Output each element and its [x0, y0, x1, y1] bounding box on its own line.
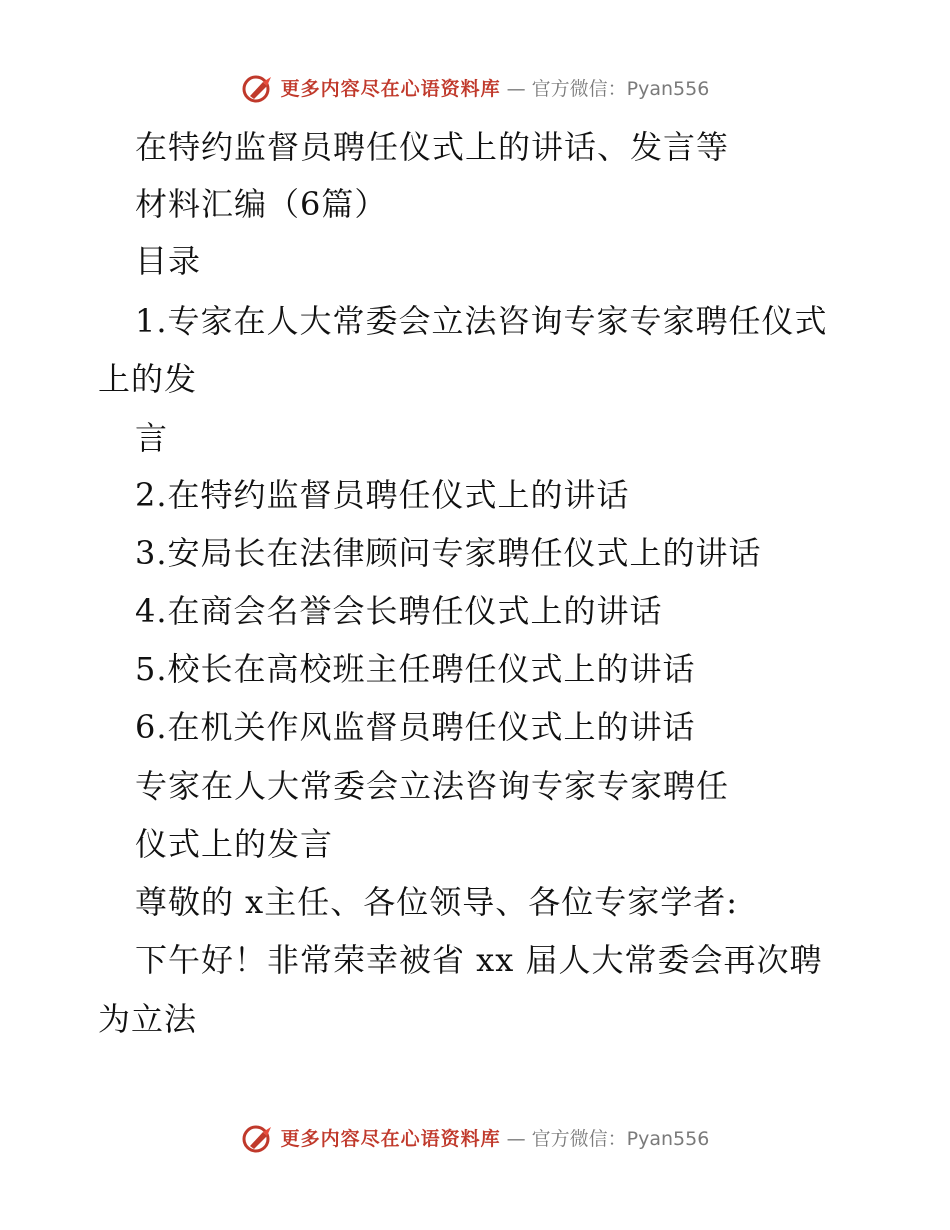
- toc-item-1-line-1: 1.专家在人大常委会立法咨询专家专家聘任仪式: [135, 302, 828, 340]
- toc-item-6: 6.在机关作风监督员聘任仪式上的讲话: [135, 708, 696, 746]
- toc-heading: 目录: [135, 242, 202, 280]
- watermark-brand: 更多内容尽在心语资料库: [280, 78, 501, 100]
- pen-nib-logo-icon: [241, 1124, 275, 1154]
- body-paragraph-line-2: 为立法: [98, 1000, 198, 1038]
- header-watermark: [0, 74, 950, 104]
- toc-item-2: 2.在特约监督员聘任仪式上的讲话: [135, 476, 630, 514]
- watermark-separator: —: [506, 78, 526, 100]
- body-paragraph-line-1: 下午好！非常荣幸被省 xx 届人大常委会再次聘: [135, 941, 823, 979]
- section-title-line-2: 仪式上的发言: [135, 825, 334, 863]
- document-title-line-1: 在特约监督员聘任仪式上的讲话、发言等: [135, 128, 730, 166]
- toc-item-1-line-2: 上的发: [98, 360, 198, 398]
- footer-watermark: [0, 1124, 950, 1154]
- watermark-contact: 官方微信：Pyan556: [531, 78, 710, 100]
- toc-item-5: 5.校长在高校班主任聘任仪式上的讲话: [135, 650, 696, 688]
- section-title-line-1: 专家在人大常委会立法咨询专家专家聘任: [135, 767, 730, 805]
- toc-item-1-line-3: 言: [135, 419, 169, 457]
- toc-item-4: 4.在商会名誉会长聘任仪式上的讲话: [135, 592, 663, 630]
- watermark-contact: 官方微信：Pyan556: [531, 1128, 710, 1150]
- document-title-line-2: 材料汇编（6篇）: [135, 185, 388, 223]
- toc-item-3: 3.安局长在法律顾问专家聘任仪式上的讲话: [135, 534, 762, 572]
- salutation: 尊敬的 x主任、各位领导、各位专家学者:: [135, 883, 739, 921]
- watermark-brand: 更多内容尽在心语资料库: [280, 1128, 501, 1150]
- watermark-separator: —: [506, 1128, 526, 1150]
- pen-nib-logo-icon: [241, 74, 275, 104]
